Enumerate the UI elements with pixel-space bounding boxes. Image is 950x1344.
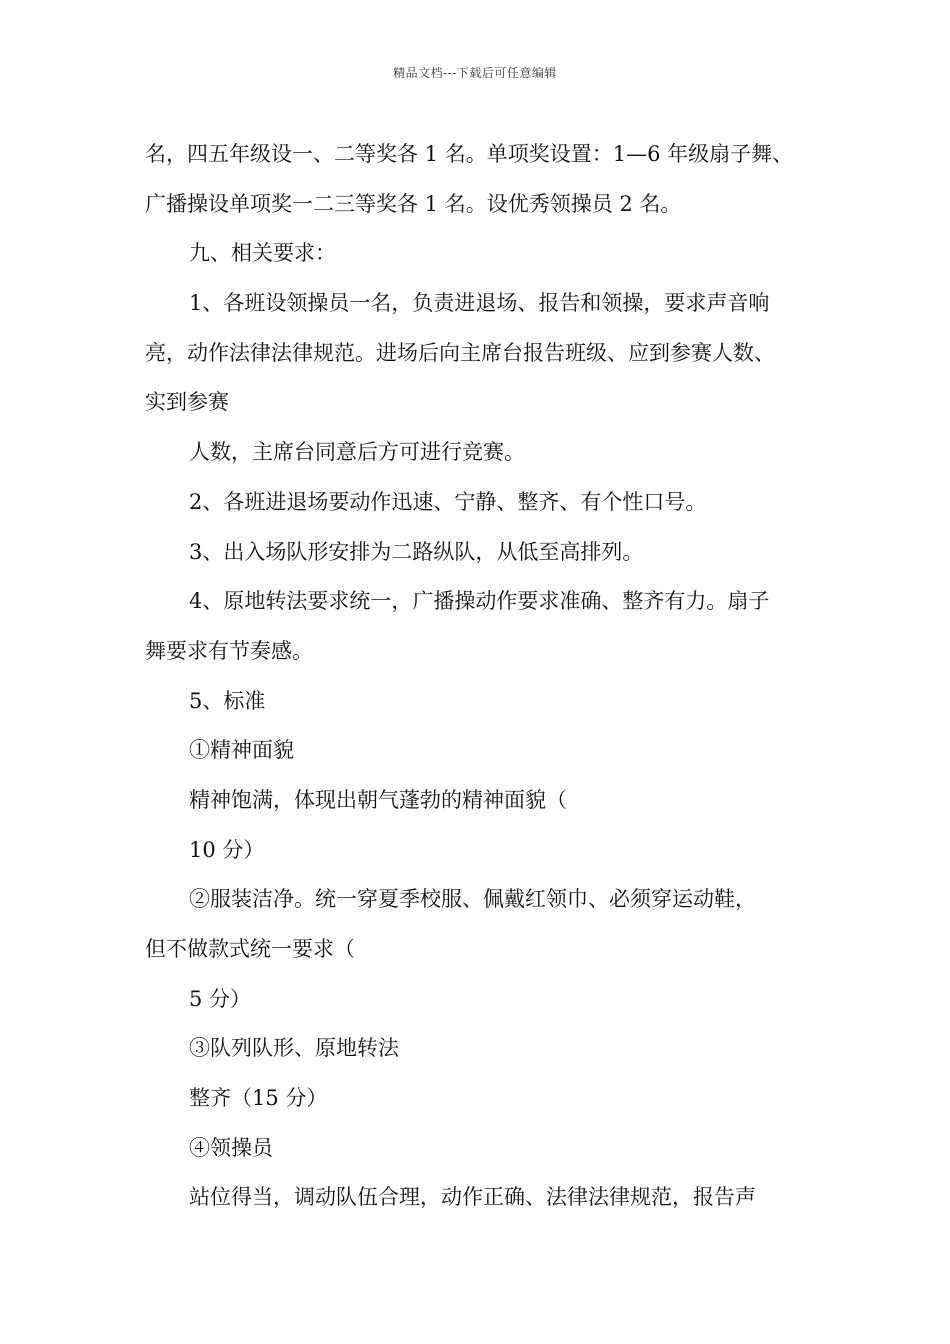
text-line-11: 舞要求有节奏感。 — [145, 638, 313, 663]
text-line-12: 5、标准 — [189, 688, 266, 713]
text-line-20: 整齐（15 分） — [189, 1086, 328, 1111]
text-line-18: 5 分） — [189, 986, 252, 1011]
text-line-6: 实到参赛 — [145, 390, 229, 415]
text-line-17: 但不做款式统一要求（ — [145, 937, 355, 961]
text-line-16: ②服装洁净。统一穿夏季校服、佩戴红领巾、必须穿运动鞋， — [189, 887, 756, 912]
text-line-7: 人数，主席台同意后方可进行竞赛。 — [189, 440, 525, 465]
text-line-14: 精神饱满，体现出朝气蓬勃的精神面貌（ — [189, 787, 567, 812]
text-line-19: ③队列队形、原地转法 — [189, 1036, 399, 1061]
text-line-9: 3、出入场队形安排为二路纵队，从低至高排列。 — [189, 539, 644, 564]
text-line-22: 站位得当，调动队伍合理，动作正确、法律法律规范，报告声 — [189, 1185, 756, 1210]
text-line-2: 广播操设单项奖一二三等奖各 1 名。设优秀领操员 2 名。 — [145, 191, 682, 216]
text-line-1: 名，四五年级设一、二等奖各 1 名。单项奖设置：1—6 年级扇子舞、 — [145, 142, 794, 166]
page-header: 精品文档---下载后可任意编辑 — [393, 66, 557, 80]
text-line-4: 1、各班设领操员一名，负责进退场、报告和领操，要求声音响 — [189, 291, 770, 316]
text-line-13: ①精神面貌 — [189, 738, 294, 763]
document-body — [145, 130, 825, 1223]
text-line-10: 4、原地转法要求统一，广播操动作要求准确、整齐有力。扇子 — [189, 589, 770, 614]
text-line-21: ④领操员 — [189, 1135, 273, 1160]
text-line-5: 亮，动作法律法律规范。进场后向主席台报告班级、应到参赛人数、 — [145, 340, 775, 365]
text-line-15: 10 分） — [189, 837, 265, 862]
text-line-8: 2、各班进退场要动作迅速、宁静、整齐、有个性口号。 — [189, 489, 707, 514]
section-heading: 九、相关要求： — [189, 241, 336, 266]
